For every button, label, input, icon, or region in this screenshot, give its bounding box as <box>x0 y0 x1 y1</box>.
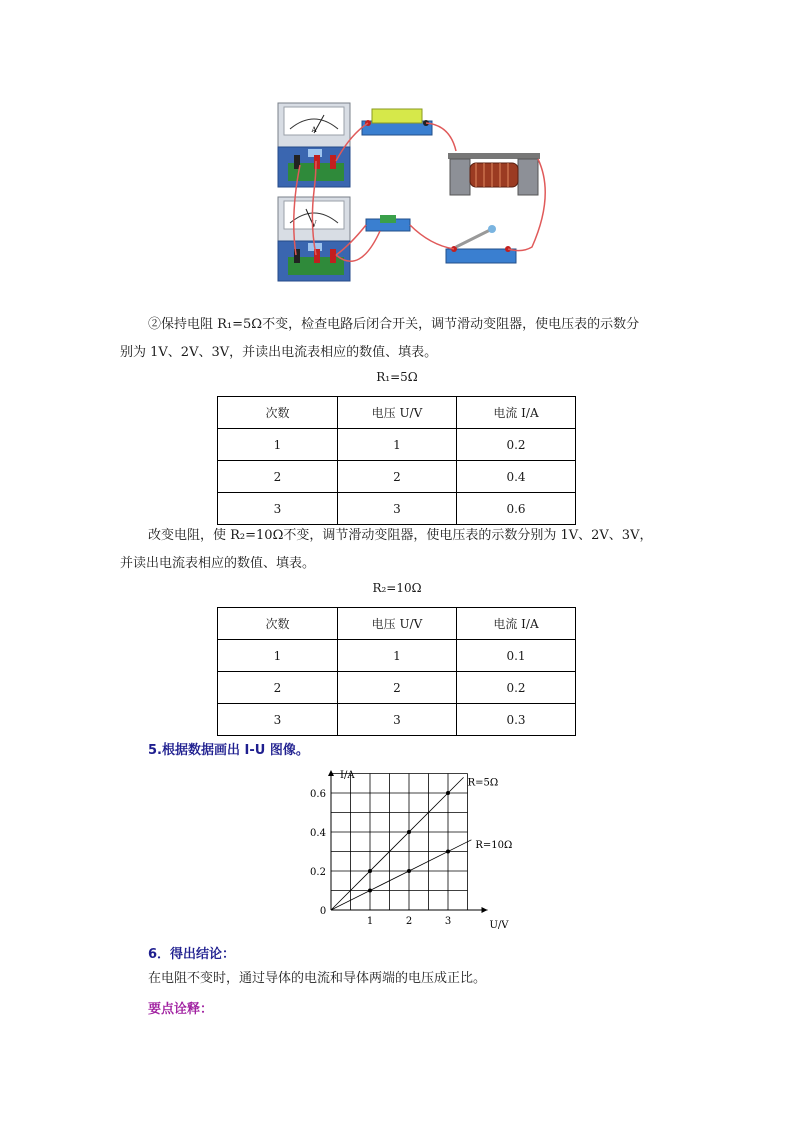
table-cell: 0.4 <box>456 461 575 493</box>
table-row <box>218 640 576 672</box>
table-cell: 2 <box>337 461 456 493</box>
switch <box>446 225 516 263</box>
table-cell: 2 <box>218 461 338 493</box>
paragraph-2: 改变电阻，使 R₂=10Ω不变，调节滑动变阻器，使电压表的示数分别为 1V、2V、3V， <box>148 528 653 543</box>
table-cell: 1 <box>218 640 338 672</box>
header-cell: 次数 <box>218 397 338 429</box>
table1-caption: R₁=5Ω <box>376 370 418 384</box>
table-cell: 1 <box>218 429 338 461</box>
data-point <box>407 830 411 834</box>
x-axis-label: U/V <box>489 920 509 931</box>
circuit-figure <box>270 95 560 295</box>
table-cell: 0.6 <box>456 493 575 525</box>
battery <box>362 109 432 135</box>
ammeter-label: A <box>311 126 317 134</box>
section-5-heading: 5.根据数据画出 I-U 图像。 <box>148 743 309 758</box>
x-tick-label: 3 <box>444 916 452 927</box>
y-axis-label: I/A <box>340 770 355 781</box>
table-cell: 2 <box>337 672 456 704</box>
iu-chart <box>300 762 530 934</box>
table2-caption: R₂=10Ω <box>372 581 422 595</box>
y-axis-arrow <box>328 770 334 776</box>
table-cell: 0.1 <box>456 640 575 672</box>
table1 <box>217 396 576 525</box>
resistor <box>366 215 410 231</box>
table-header-row <box>218 608 576 640</box>
paragraph-2-cont: 并读出电流表相应的数值、填表。 <box>120 556 316 571</box>
y-tick-label: 0.2 <box>310 867 326 878</box>
data-point <box>446 791 450 795</box>
series-label: R=10Ω <box>475 839 513 851</box>
x-tick-label: 1 <box>366 916 374 927</box>
table-cell: 3 <box>337 493 456 525</box>
header-cell: 次数 <box>218 608 338 640</box>
data-point <box>368 889 372 893</box>
conclusion-text: 在电阻不变时，通过导体的电流和导体两端的电压成正比。 <box>148 971 487 986</box>
data-point <box>446 850 450 854</box>
y-tick-label: 0.4 <box>310 828 326 839</box>
x-tick-label: 2 <box>405 916 413 927</box>
header-cell: 电压 U/V <box>337 397 456 429</box>
data-point <box>407 869 411 873</box>
table-cell: 3 <box>218 493 338 525</box>
table-cell: 0.3 <box>456 704 575 736</box>
table-cell: 0.2 <box>456 672 575 704</box>
section-6-heading: 6．得出结论： <box>148 947 236 962</box>
header-cell: 电流 I/A <box>456 608 575 640</box>
table-cell: 0.2 <box>456 429 575 461</box>
table-row <box>218 704 576 736</box>
table-cell: 3 <box>218 704 338 736</box>
table2 <box>217 607 576 736</box>
table-header-row <box>218 397 576 429</box>
table-row <box>218 429 576 461</box>
chart-axes <box>328 770 488 913</box>
voltmeter-label: V <box>311 220 317 228</box>
table-row <box>218 672 576 704</box>
paragraph-1: ②保持电阻 R₁=5Ω不变，检查电路后闭合开关，调节滑动变阻器，使电压表的示数分 <box>148 317 640 332</box>
header-cell: 电流 I/A <box>456 397 575 429</box>
table-row <box>218 493 576 525</box>
data-point <box>368 869 372 873</box>
series-label: R=5Ω <box>467 777 499 789</box>
table-row <box>218 461 576 493</box>
origin-label: 0 <box>319 906 327 917</box>
chart-labels <box>310 770 512 931</box>
header-cell: 电压 U/V <box>337 608 456 640</box>
x-axis-arrow <box>482 907 488 913</box>
table-cell: 3 <box>337 704 456 736</box>
key-points-heading: 要点诠释： <box>148 1002 214 1017</box>
rheostat <box>448 153 540 195</box>
ammeter <box>278 103 350 187</box>
series-line <box>331 840 471 910</box>
paragraph-1-cont: 别为 1V、2V、3V，并读出电流表相应的数值、填表。 <box>120 345 438 360</box>
table-cell: 1 <box>337 429 456 461</box>
y-tick-label: 0.6 <box>310 789 326 800</box>
table-cell: 1 <box>337 640 456 672</box>
table-cell: 2 <box>218 672 338 704</box>
